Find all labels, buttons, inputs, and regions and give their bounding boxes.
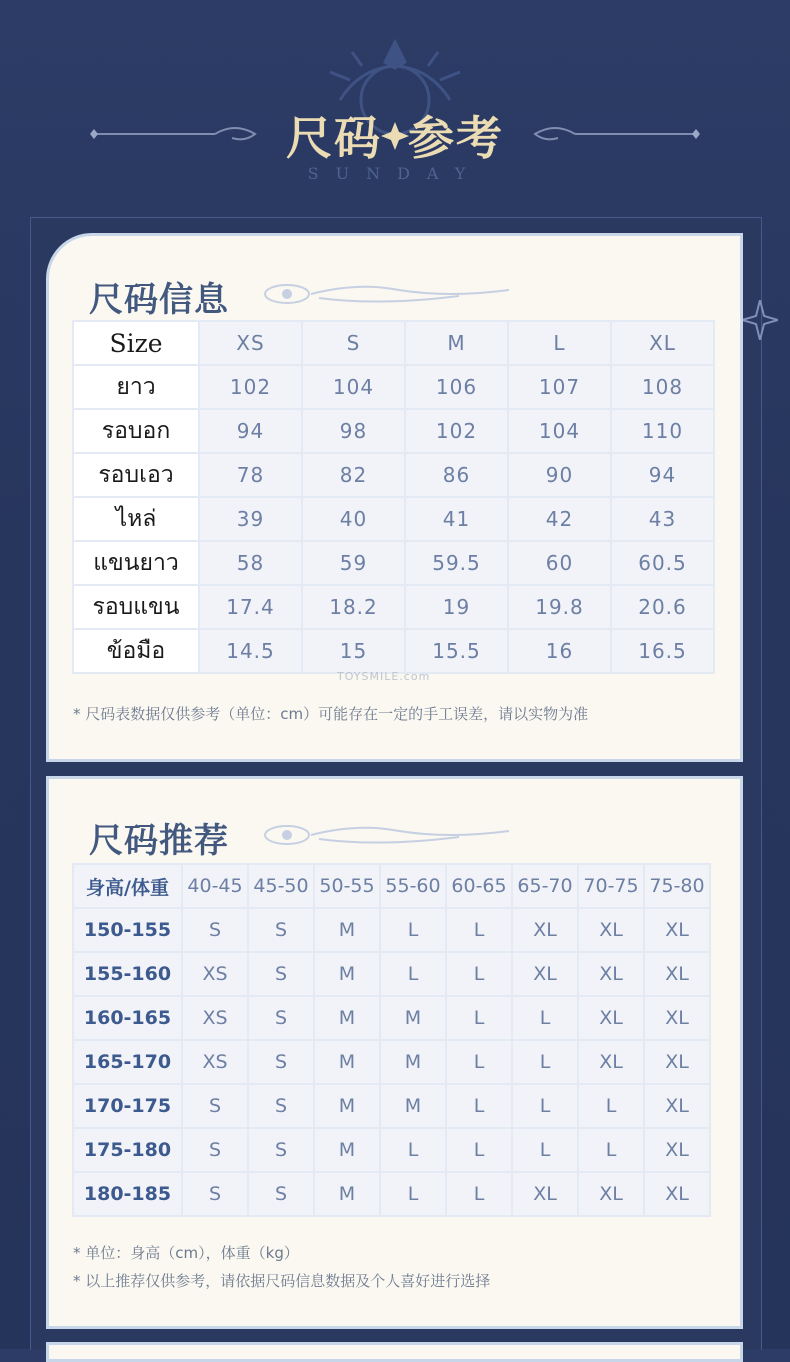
table-row xyxy=(74,410,713,452)
row-label: 160-165 xyxy=(74,997,181,1039)
table-cell: XL xyxy=(579,997,643,1039)
table-cell: 108 xyxy=(612,366,713,408)
size-info-title: 尺码信息 xyxy=(89,280,229,320)
table-cell: L xyxy=(447,1085,511,1127)
table-cell: 60 xyxy=(509,542,610,584)
table-cell: S xyxy=(249,1041,313,1083)
column-header: 65-70 xyxy=(513,865,577,907)
table-cell: 60.5 xyxy=(612,542,713,584)
table-cell: S xyxy=(249,953,313,995)
table-cell: XL xyxy=(513,909,577,951)
table-cell: XL xyxy=(645,1041,709,1083)
table-cell: L xyxy=(513,1041,577,1083)
table-cell: XS xyxy=(183,953,247,995)
table-row xyxy=(74,1173,709,1215)
column-header: 身高/体重 xyxy=(74,865,181,907)
table-cell: M xyxy=(381,997,445,1039)
table-cell: XL xyxy=(579,953,643,995)
row-label: 180-185 xyxy=(74,1173,181,1215)
header-banner xyxy=(0,0,790,215)
size-recommend-title: 尺码推荐 xyxy=(89,821,229,861)
size-recommend-note-1: * 单位：身高（cm），体重（kg） xyxy=(73,1244,299,1262)
table-cell: 102 xyxy=(406,410,507,452)
table-row xyxy=(74,953,709,995)
table-cell: 20.6 xyxy=(612,586,713,628)
row-label: 150-155 xyxy=(74,909,181,951)
table-cell: 106 xyxy=(406,366,507,408)
table-cell: 59.5 xyxy=(406,542,507,584)
column-header: 70-75 xyxy=(579,865,643,907)
table-row xyxy=(74,454,713,496)
row-label: แขนยาว xyxy=(74,542,198,584)
table-cell: XL xyxy=(645,1085,709,1127)
table-cell: 94 xyxy=(200,410,301,452)
column-header: XS xyxy=(200,322,301,364)
table-cell: XS xyxy=(183,997,247,1039)
table-cell: L xyxy=(579,1129,643,1171)
column-header: L xyxy=(509,322,610,364)
table-cell: 43 xyxy=(612,498,713,540)
column-header: 40-45 xyxy=(183,865,247,907)
table-row xyxy=(74,630,713,672)
table-cell: XL xyxy=(579,909,643,951)
table-cell: XS xyxy=(183,1041,247,1083)
table-cell: 18.2 xyxy=(303,586,404,628)
table-cell: XL xyxy=(645,1173,709,1215)
table-cell: 40 xyxy=(303,498,404,540)
table-cell: L xyxy=(381,953,445,995)
table-cell: S xyxy=(249,1085,313,1127)
table-cell: M xyxy=(381,1085,445,1127)
column-header: 50-55 xyxy=(315,865,379,907)
table-cell: S xyxy=(249,1173,313,1215)
table-cell: XL xyxy=(513,1173,577,1215)
column-header: XL xyxy=(612,322,713,364)
table-row xyxy=(74,1085,709,1127)
table-cell: M xyxy=(315,1173,379,1215)
next-card xyxy=(46,1342,743,1362)
table-cell: 17.4 xyxy=(200,586,301,628)
table-cell: XL xyxy=(513,953,577,995)
row-label: 170-175 xyxy=(74,1085,181,1127)
table-cell: 15 xyxy=(303,630,404,672)
table-row xyxy=(74,498,713,540)
table-cell: 16 xyxy=(509,630,610,672)
table-cell: 42 xyxy=(509,498,610,540)
table-cell: 78 xyxy=(200,454,301,496)
row-label: ยาว xyxy=(74,366,198,408)
table-cell: L xyxy=(447,909,511,951)
table-cell: 102 xyxy=(200,366,301,408)
table-cell: M xyxy=(381,1041,445,1083)
table-cell: S xyxy=(183,909,247,951)
table-cell: 90 xyxy=(509,454,610,496)
table-cell: 16.5 xyxy=(612,630,713,672)
column-header: 55-60 xyxy=(381,865,445,907)
table-cell: L xyxy=(513,1085,577,1127)
column-header: Size xyxy=(74,322,198,364)
table-cell: 98 xyxy=(303,410,404,452)
table-cell: L xyxy=(447,1129,511,1171)
table-row xyxy=(74,997,709,1039)
row-label: ข้อมือ xyxy=(74,630,198,672)
table-cell: 14.5 xyxy=(200,630,301,672)
table-cell: XL xyxy=(645,1129,709,1171)
table-cell: XL xyxy=(645,997,709,1039)
table-cell: L xyxy=(447,1173,511,1215)
table-cell: XL xyxy=(645,953,709,995)
table-cell: M xyxy=(315,953,379,995)
title-right: 参考 xyxy=(408,111,504,165)
row-label: 175-180 xyxy=(74,1129,181,1171)
table-cell: 19 xyxy=(406,586,507,628)
page-title xyxy=(0,102,790,168)
table-cell: M xyxy=(315,909,379,951)
table-cell: L xyxy=(513,1129,577,1171)
table-cell: S xyxy=(249,1129,313,1171)
table-row xyxy=(74,909,709,951)
table-header-row xyxy=(74,865,709,907)
table-cell: S xyxy=(249,997,313,1039)
table-cell: S xyxy=(249,909,313,951)
table-cell: S xyxy=(183,1129,247,1171)
table-cell: 107 xyxy=(509,366,610,408)
size-recommend-table xyxy=(72,863,711,1217)
column-header: S xyxy=(303,322,404,364)
star-ornament-icon xyxy=(742,300,778,340)
page-subtitle: SUNDAY xyxy=(307,164,483,183)
table-row xyxy=(74,1129,709,1171)
title-left: 尺码 xyxy=(286,111,382,165)
row-label: 155-160 xyxy=(74,953,181,995)
table-cell: L xyxy=(447,1041,511,1083)
table-row xyxy=(74,586,713,628)
table-cell: L xyxy=(381,1173,445,1215)
table-cell: S xyxy=(183,1085,247,1127)
table-header-row xyxy=(74,322,713,364)
table-row xyxy=(74,542,713,584)
table-cell: 41 xyxy=(406,498,507,540)
table-cell: 104 xyxy=(303,366,404,408)
table-cell: 86 xyxy=(406,454,507,496)
size-recommend-note-2: * 以上推荐仅供参考，请依据尺码信息数据及个人喜好进行选择 xyxy=(73,1272,491,1290)
table-cell: 58 xyxy=(200,542,301,584)
size-recommend-card xyxy=(46,776,743,1329)
column-header: 75-80 xyxy=(645,865,709,907)
table-cell: 15.5 xyxy=(406,630,507,672)
row-label: รอบเอว xyxy=(74,454,198,496)
eye-ornament-icon xyxy=(259,276,519,312)
row-label: 165-170 xyxy=(74,1041,181,1083)
table-cell: 19.8 xyxy=(509,586,610,628)
table-cell: 82 xyxy=(303,454,404,496)
size-info-note: * 尺码表数据仅供参考（单位：cm）可能存在一定的手工误差，请以实物为准 xyxy=(73,705,589,723)
table-cell: L xyxy=(447,997,511,1039)
table-cell: L xyxy=(447,953,511,995)
table-row xyxy=(74,1041,709,1083)
table-cell: M xyxy=(315,1085,379,1127)
table-cell: 94 xyxy=(612,454,713,496)
table-cell: 110 xyxy=(612,410,713,452)
table-cell: 39 xyxy=(200,498,301,540)
table-cell: M xyxy=(315,1129,379,1171)
table-row xyxy=(74,366,713,408)
column-header: 60-65 xyxy=(447,865,511,907)
table-cell: XL xyxy=(579,1173,643,1215)
table-cell: XL xyxy=(645,909,709,951)
size-info-table xyxy=(72,320,715,674)
table-cell: M xyxy=(315,997,379,1039)
watermark: TOYSMILE.com xyxy=(337,670,431,683)
table-cell: L xyxy=(513,997,577,1039)
eye-ornament-icon xyxy=(259,817,519,853)
row-label: รอบอก xyxy=(74,410,198,452)
table-cell: 104 xyxy=(509,410,610,452)
table-cell: XL xyxy=(579,1041,643,1083)
size-info-card xyxy=(46,233,743,762)
row-label: รอบแขน xyxy=(74,586,198,628)
table-cell: L xyxy=(381,909,445,951)
table-cell: 59 xyxy=(303,542,404,584)
row-label: ไหล่ xyxy=(74,498,198,540)
table-cell: S xyxy=(183,1173,247,1215)
table-cell: L xyxy=(381,1129,445,1171)
column-header: M xyxy=(406,322,507,364)
table-cell: M xyxy=(315,1041,379,1083)
table-cell: L xyxy=(579,1085,643,1127)
column-header: 45-50 xyxy=(249,865,313,907)
